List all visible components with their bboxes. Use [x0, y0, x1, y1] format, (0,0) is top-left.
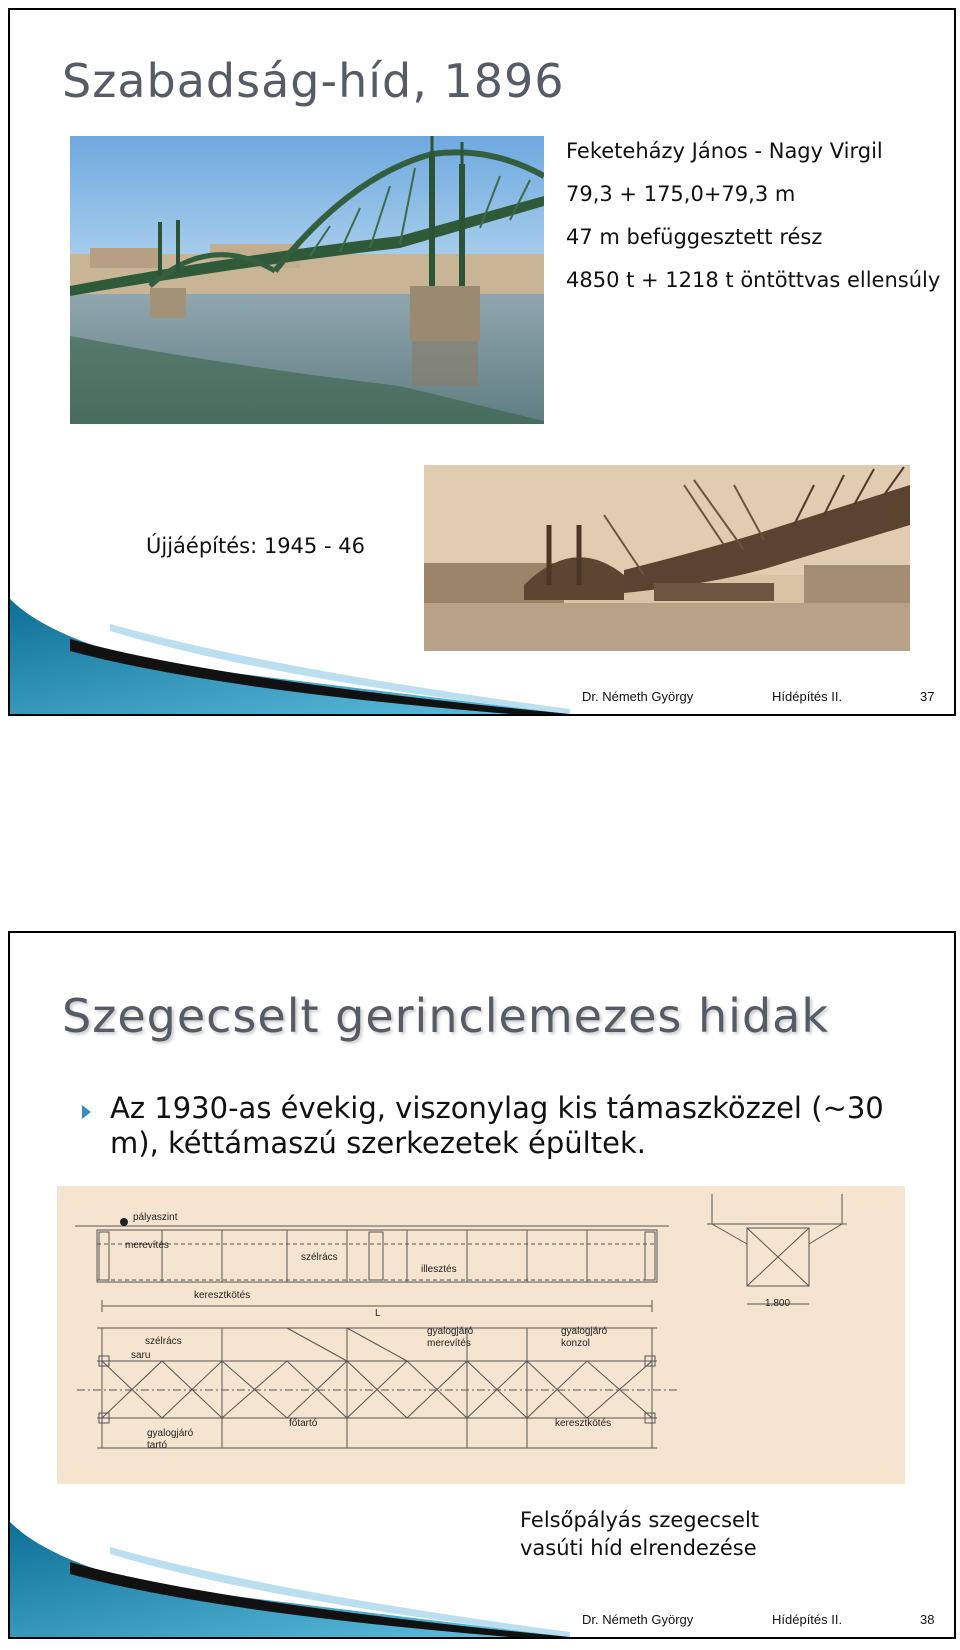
label-span: L [375, 1308, 381, 1319]
label-fotarto: főtartó [289, 1418, 318, 1429]
label-keresztkotes-bottom: keresztkötés [555, 1418, 612, 1429]
footer-course: Hídépítés II. [772, 689, 843, 704]
caption-line-1: Felsőpályás szegecselt [520, 1508, 760, 1532]
fact-spans: 79,3 + 175,0+79,3 m [566, 182, 796, 206]
slide-title: Szegecselt gerinclemezes hidak [62, 989, 829, 1043]
bridge-layout-diagram [57, 1186, 905, 1484]
label-gy-tarto-1: gyalogjáró [147, 1428, 194, 1439]
footer-page-number: 37 [920, 689, 935, 704]
rebuild-text: Újjáépítés: 1945 - 46 [146, 534, 365, 558]
fact-designers: Feketeházy János - Nagy Virgil [566, 139, 883, 163]
label-gy-merevites-2: merevítés [427, 1338, 471, 1349]
bullet-item [82, 1091, 922, 1161]
footer-page-number: 38 [920, 1612, 935, 1627]
label-palyaszint: pályaszint [133, 1212, 178, 1223]
bridge-facts [566, 138, 946, 310]
decorative-swoosh [10, 599, 570, 714]
slide-38 [8, 931, 956, 1639]
footer-course: Hídépítés II. [772, 1612, 843, 1627]
label-gy-konzol-2: konzol [561, 1338, 590, 1349]
label-szelracs-bottom: szélrács [145, 1336, 182, 1347]
label-saru: saru [131, 1350, 151, 1361]
fact-suspended-part: 47 m befüggesztett rész [566, 225, 823, 249]
label-merevites: merevítés [125, 1240, 169, 1251]
slide-37 [8, 8, 956, 716]
footer-author: Dr. Németh György [582, 689, 694, 704]
bullet-text: Az 1930-as évekig, viszonylag kis támaszközzel (~30 m), kéttámaszú szerkezetek épültek. [110, 1091, 884, 1160]
fact-counterweight: 4850 t + 1218 t öntöttvas ellensúly [566, 268, 941, 292]
caption-line-2: vasúti híd elrendezése [520, 1536, 757, 1560]
label-keresztkotes-top: keresztkötés [194, 1290, 251, 1301]
label-gy-merevites-1: gyalogjáró [427, 1326, 474, 1337]
slide-title: Szabadság-híd, 1896 [62, 54, 565, 108]
label-illesztes: illesztés [421, 1264, 457, 1275]
footer-author: Dr. Németh György [582, 1612, 694, 1627]
bullet-arrow-icon [82, 1105, 91, 1119]
liberty-bridge-photo [70, 136, 544, 424]
decorative-swoosh [10, 1522, 570, 1637]
label-szelracs-top: szélrács [301, 1252, 338, 1263]
label-width: 1.800 [765, 1298, 791, 1309]
label-gy-tarto-2: tartó [147, 1440, 168, 1451]
label-gy-konzol-1: gyalogjáró [561, 1326, 608, 1337]
